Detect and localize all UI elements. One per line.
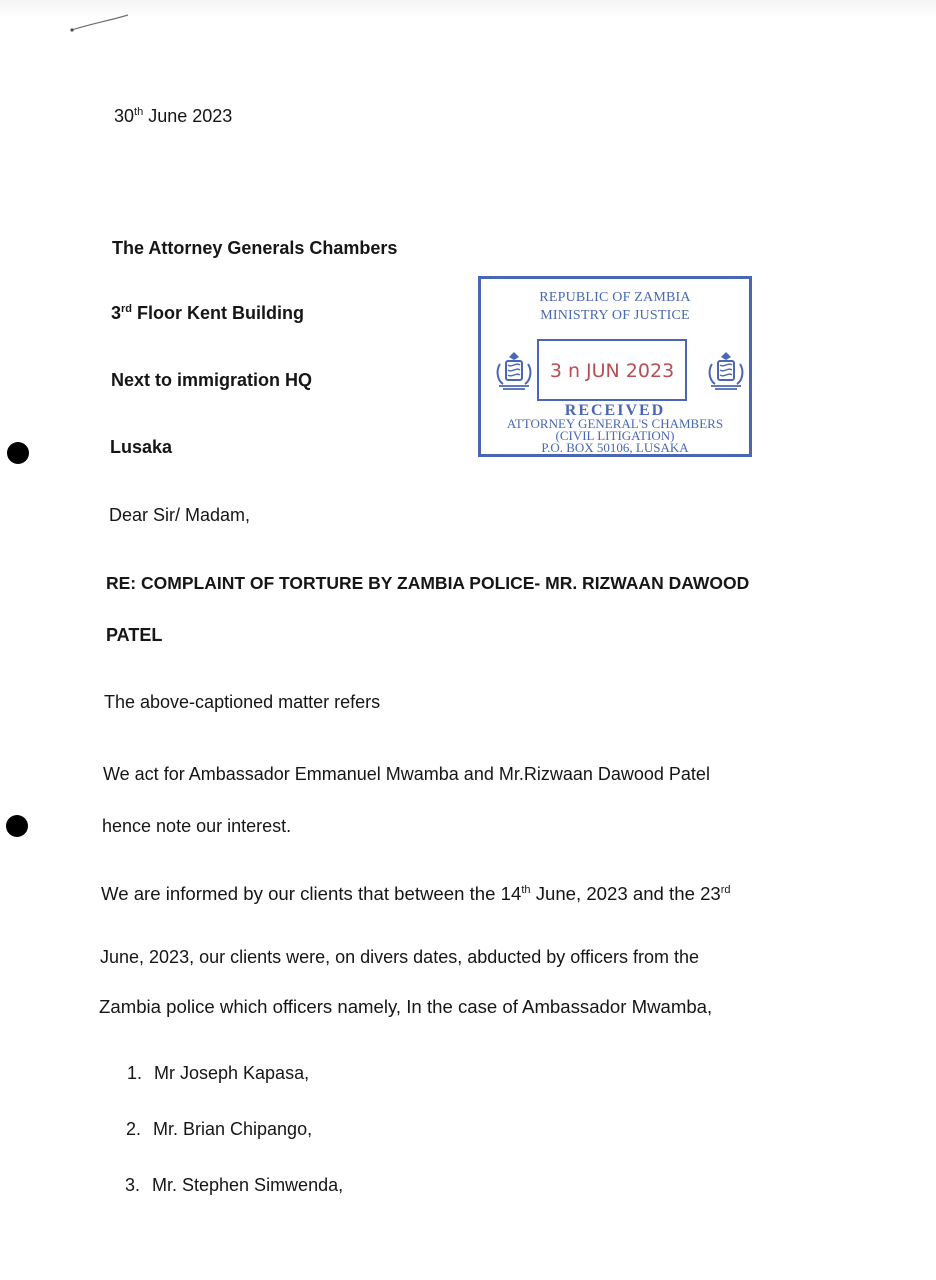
stamp-box: P.O. BOX 50106, LUSAKA xyxy=(541,440,689,455)
date-day: 30 xyxy=(114,106,135,126)
stamp-date: 3 n JUN 2023 xyxy=(549,360,675,382)
officer-list-item-3 xyxy=(125,1173,343,1197)
interest-line-1: We act for Ambassador Emmanuel Mwamba and Mr.Rizwaan Dawood Patel xyxy=(103,764,710,784)
scan-shadow xyxy=(0,0,936,18)
address-line-2 xyxy=(111,301,304,325)
officer-number-1: 1. xyxy=(127,1063,143,1083)
stamp-footer xyxy=(481,404,749,454)
address-line-3: Next to immigration HQ xyxy=(111,370,313,390)
interest-line-2: hence note our interest. xyxy=(102,816,292,836)
salutation: Dear Sir/ Madam, xyxy=(109,505,251,525)
zambia-coat-of-arms-left-icon xyxy=(494,349,534,391)
pen-mark-icon xyxy=(70,12,130,34)
building-name: Floor Kent Building xyxy=(137,303,305,323)
officer-number-2: 2. xyxy=(126,1119,142,1139)
paragraph-middle: June, 2023 and the 23 xyxy=(535,883,721,904)
paragraph-suffix-1: th xyxy=(521,883,531,896)
stamp-department: (CIVIL LITIGATION) xyxy=(555,428,675,443)
subject-line-2: PATEL xyxy=(106,625,163,645)
stamp-republic: REPUBLIC OF ZAMBIA xyxy=(539,290,691,305)
clients-paragraph-line-3: Zambia police which officers namely, In the case of Ambassador Mwamba, xyxy=(99,996,713,1017)
stamp-ministry: MINISTRY OF JUSTICE xyxy=(540,308,690,323)
address-line-4: Lusaka xyxy=(110,437,173,457)
date-rest: June 2023 xyxy=(148,106,233,126)
officer-name-2: Mr. Brian Chipango, xyxy=(153,1119,313,1139)
paragraph-suffix-2: rd xyxy=(720,883,731,896)
clients-paragraph-line-2: June, 2023, our clients were, on divers dates, abducted by officers from the xyxy=(100,947,700,967)
officer-number-3: 3. xyxy=(125,1175,141,1195)
address-line-1: The Attorney Generals Chambers xyxy=(112,238,398,258)
officer-list-item-1 xyxy=(127,1061,309,1085)
subject-line-1: RE: COMPLAINT OF TORTURE BY ZAMBIA POLICE- MR. RIZWAAN DAWOOD xyxy=(106,573,750,593)
floor-suffix: rd xyxy=(121,303,133,315)
punch-hole-bottom xyxy=(6,815,28,837)
stamp-date-box xyxy=(537,339,687,401)
floor-number: 3 xyxy=(111,303,122,323)
letter-date xyxy=(114,104,232,128)
officer-name-1: Mr Joseph Kapasa, xyxy=(154,1063,310,1083)
officer-name-3: Mr. Stephen Simwenda, xyxy=(152,1175,344,1195)
received-stamp xyxy=(478,276,752,457)
stamp-chambers: ATTORNEY GENERAL'S CHAMBERS xyxy=(506,416,724,431)
stamp-received: RECEIVED xyxy=(564,402,666,419)
clients-paragraph-line-1 xyxy=(101,882,731,906)
paragraph-start: We are informed by our clients that between the 14 xyxy=(101,883,522,904)
officer-list-item-2 xyxy=(126,1117,312,1141)
date-suffix: th xyxy=(134,106,144,118)
matter-refers-line: The above-captioned matter refers xyxy=(104,692,381,712)
stamp-header xyxy=(481,289,749,325)
punch-hole-top xyxy=(7,442,29,464)
zambia-coat-of-arms-right-icon xyxy=(706,349,746,391)
